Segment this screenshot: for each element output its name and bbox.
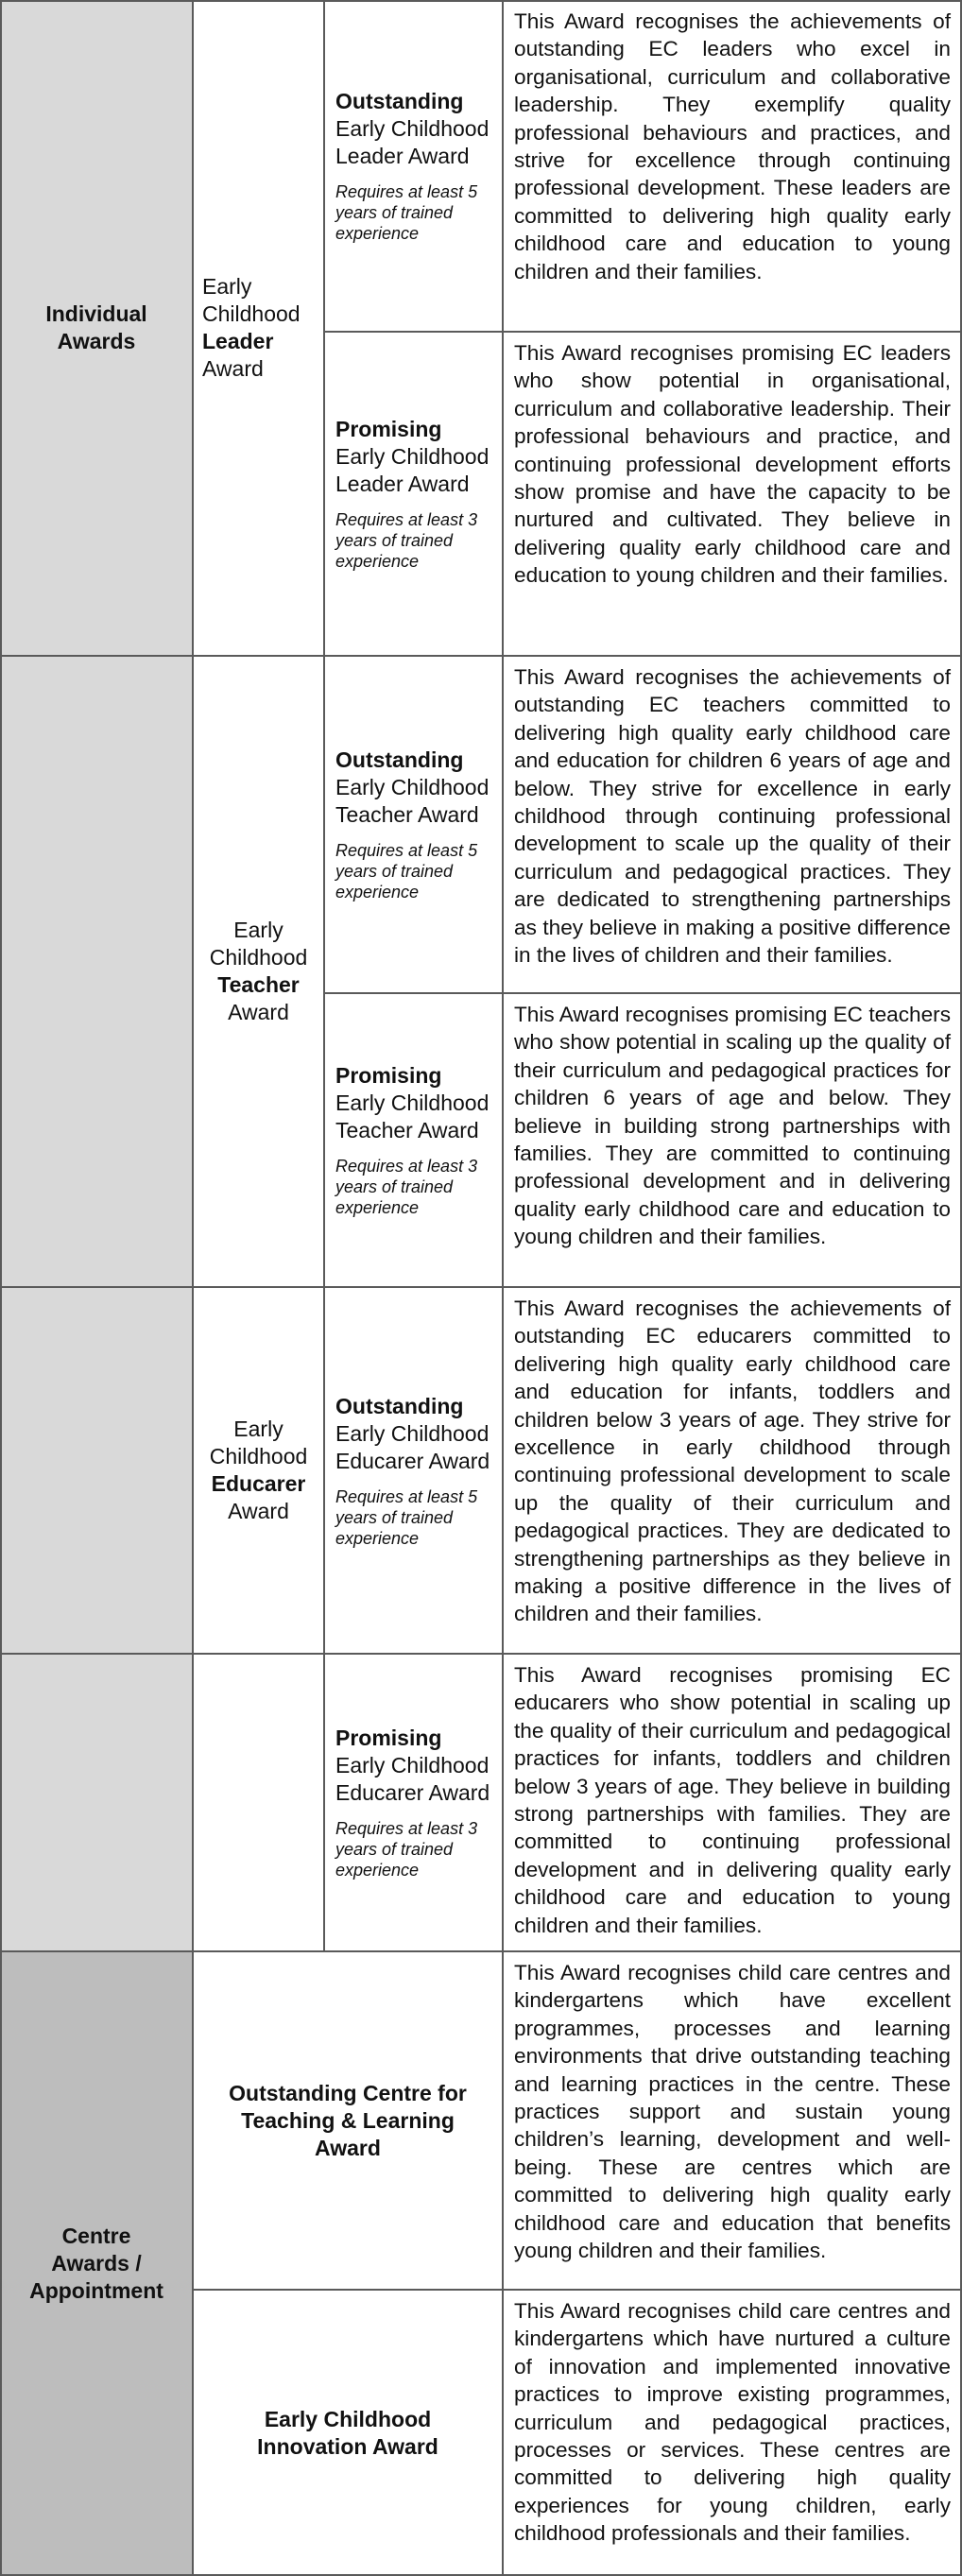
category-shade-teacher [0,656,193,1287]
description-outstanding-centre-teaching-learning: This Award recognises child care centres and kindergartens which have excellent programmes, processes and learning environments that drive outstanding teaching and learning practices in the centre. These practices support and sustain young children’s learning, development and well-being. These are centres which are committed to delivering high quality early childhood care and education that benefits young children and their families. [514,1961,951,2263]
level-promising-educarer: Promising Early Childhood Educarer Award Requires at least 3 years of trained experience [335,1726,490,1880]
grid-line-row-centre [0,1950,962,1952]
description-early-childhood-innovation: This Award recognises child care centres and kindergartens which have nurtured a culture of innovation and implemented innovative practices to improve existing programmes, curriculum and pedagogical practices, processes or services. These centres are committed to delivering high quality experiences for young children, early childhood professionals and their families. [514,2299,951,2546]
grid-line-row-educarer-split [0,1653,962,1655]
grid-line-row-teacher-split [324,992,962,994]
award-type-leader: Early Childhood Leader Award [202,274,301,381]
grid-line-row-leader-split [324,331,962,333]
grid-line-col3 [502,0,504,2576]
description-outstanding-leader: This Award recognises the achievements of outstanding EC leaders who excel in organisational, curriculum and collaborative leadership. They exemplify quality professional behaviours and practices, and strive for excellence through continuing professional development. These leaders are committed to delivering high quality early childhood care and education to young children and their families. [514,9,951,283]
grid-line-row-teacher [0,655,962,657]
level-outstanding-teacher: Outstanding Early Childhood Teacher Award Requires at least 5 years of trained experience [335,747,490,902]
grid-line-row-educarer [0,1286,962,1288]
level-outstanding-leader: Outstanding Early Childhood Leader Award Requires at least 5 years of trained experience [335,89,490,243]
description-promising-educarer: This Award recognises promising EC educarers who show potential in scaling up the quality of their curriculum and pedagogical practices for infants, toddlers and children below 3 years of age. They believe in building strong partnerships with families. They are committed to continuing professional development and in delivering quality early childhood care and education to young children and their families. [514,1663,951,1937]
level-promising-leader: Promising Early Childhood Leader Award Requires at least 3 years of trained experience [335,417,490,571]
award-type-educarer: Early Childhood Educarer Award [209,1417,308,1523]
level-outstanding-educarer: Outstanding Early Childhood Educarer Award Requires at least 5 years of trained experience [335,1393,490,1548]
grid-line-top [0,0,962,2]
level-promising-teacher: Promising Early Childhood Teacher Award Requires at least 3 years of trained experience [335,1063,490,1217]
description-outstanding-teacher: This Award recognises the achievements of outstanding EC teachers committed to delivering high quality early childhood care and education for children 6 years of age and below. They strive for excellence in early childhood through continuing professional development to scale up the quality of their curriculum and pedagogical practices. They are dedicated to strengthening partnerships as they believe in making a positive difference in the lives of children and their families. [514,665,951,968]
award-type-teacher: Early Childhood Teacher Award [209,918,308,1024]
award-outstanding-centre-teaching-learning: Outstanding Centre for Teaching & Learning Award [229,2080,467,2160]
category-shade-educarer [0,1287,193,1951]
description-promising-leader: This Award recognises promising EC leaders who show potential in organisational, curriculum and collaborative leadership. Their professional behaviours and practice, and continuing professional development efforts show promise and have the capacity to be nurtured and cultivated. They believe in delivering quality early childhood care and education to young children and their families. [514,341,951,588]
award-early-childhood-innovation: Early Childhood Innovation Award [257,2406,438,2459]
grid-line-left [0,0,2,2576]
grid-line-col1 [192,0,194,2576]
grid-line-row-centre-split [193,2289,962,2291]
category-centre-awards: Centre Awards / Appointment [0,1951,193,2576]
grid-line-col2 [323,0,325,1951]
category-individual-awards: Individual Awards [0,0,193,656]
description-outstanding-educarer: This Award recognises the achievements of outstanding EC educarers committed to delivering high quality early childhood care and education for infants, toddlers and children below 3 years of age. They strive for excellence in early childhood through continuing professional development to scale up the quality of their curriculum and pedagogical practices. They are dedicated to strengthening partnerships as they believe in making a positive difference in the lives of children and their families. [514,1297,951,1626]
description-promising-teacher: This Award recognises promising EC teachers who show potential in scaling up the quality of their curriculum and pedagogical practices for children 6 years of age and below. They believe in building strong partnerships with families. They are committed to continuing professional development and in delivering quality early childhood care and education to young children and their families. [514,1003,951,1249]
